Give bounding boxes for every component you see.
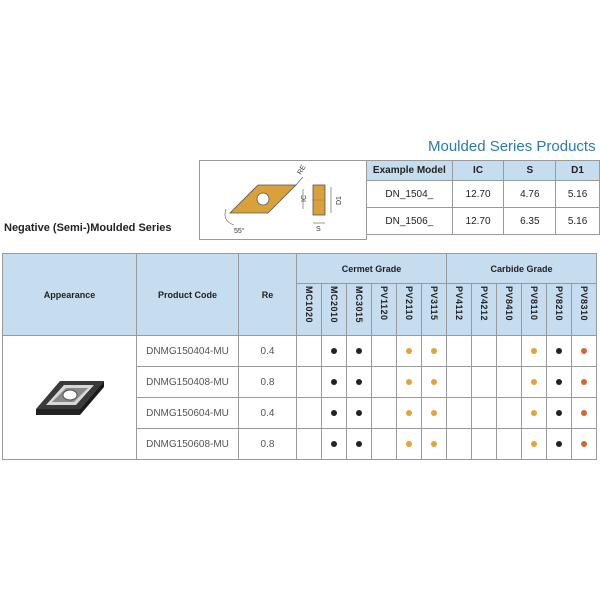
grade-cell: [472, 398, 497, 429]
grade-header-pv4112: [447, 284, 472, 336]
grade-cell: [547, 367, 572, 398]
product-code-cell: DNMG150408-MU: [137, 367, 239, 398]
grade-header-pv2110: [397, 284, 422, 336]
grade-label: PV1120: [379, 286, 389, 321]
grade-cell: [322, 367, 347, 398]
grade-label: PV8110: [529, 286, 539, 321]
availability-dot-black: [356, 379, 362, 385]
availability-dot-yellow: [431, 410, 437, 416]
spec-cell: 6.35: [504, 208, 556, 235]
grade-cell: [572, 398, 597, 429]
grade-cell: [497, 336, 522, 367]
grade-cell: [347, 367, 372, 398]
grade-header-pv8310: [572, 284, 597, 336]
spec-header-d1: D1: [556, 161, 600, 181]
header-re: Re: [239, 254, 297, 336]
grade-cell: [297, 336, 322, 367]
grade-label: PV8310: [579, 286, 589, 322]
grade-label: MC1020: [304, 286, 314, 324]
grade-cell: [322, 398, 347, 429]
grade-header-mc2010: [322, 284, 347, 336]
grade-cell: [297, 367, 322, 398]
grade-cell: [497, 367, 522, 398]
grade-label: MC2010: [329, 286, 339, 324]
grade-cell: [447, 398, 472, 429]
grade-cell: [372, 429, 397, 460]
insert-photo-icon: [30, 369, 110, 423]
grade-cell: [397, 367, 422, 398]
re-cell: 0.8: [239, 429, 297, 460]
availability-dot-yellow: [531, 441, 537, 447]
spec-cell: 12.70: [452, 208, 504, 235]
availability-dot-black: [356, 441, 362, 447]
grade-header-pv1120: [372, 284, 397, 336]
availability-dot-yellow: [406, 348, 412, 354]
grade-label: PV8410: [504, 286, 514, 322]
availability-dot-black: [556, 379, 562, 385]
re-cell: 0.8: [239, 367, 297, 398]
grade-cell: [422, 429, 447, 460]
grade-cell: [322, 429, 347, 460]
grade-cell: [522, 429, 547, 460]
spec-header-model: Example Model: [367, 161, 453, 181]
grade-cell: [447, 336, 472, 367]
spec-cell: 12.70: [452, 181, 504, 208]
grade-header-mc3015: [347, 284, 372, 336]
grade-header-mc1020: [297, 284, 322, 336]
grade-cell: [572, 336, 597, 367]
grade-cell: [397, 398, 422, 429]
grade-cell: [372, 336, 397, 367]
grade-cell: [572, 429, 597, 460]
grade-cell: [322, 336, 347, 367]
availability-dot-yellow: [406, 410, 412, 416]
grade-header-pv8210: [547, 284, 572, 336]
spec-table: [366, 160, 600, 235]
grade-cell: [397, 429, 422, 460]
availability-dot-black: [331, 348, 337, 354]
grade-label: PV3115: [429, 286, 439, 321]
spec-cell: 4.76: [504, 181, 556, 208]
product-code-cell: DNMG150404-MU: [137, 336, 239, 367]
label-angle: 55°: [234, 228, 245, 235]
grade-label: PV8210: [554, 286, 564, 322]
availability-dot-yellow: [431, 441, 437, 447]
spec-header-ic: IC: [452, 161, 504, 181]
negative-series-title: Negative (Semi-)Moulded Series: [4, 222, 172, 234]
label-re: RE: [296, 164, 308, 176]
spec-row: [367, 181, 600, 208]
grade-header-pv8110: [522, 284, 547, 336]
grade-header-pv4212: [472, 284, 497, 336]
spec-header-s: S: [504, 161, 556, 181]
grade-label: PV2110: [404, 286, 414, 321]
grade-cell: [297, 398, 322, 429]
availability-dot-black: [556, 410, 562, 416]
insert-hole: [257, 193, 269, 205]
grade-cell: [397, 336, 422, 367]
series-title: Moulded Series Products: [428, 138, 596, 155]
spec-row: [367, 208, 600, 235]
grade-header-pv3115: [422, 284, 447, 336]
grade-cell: [472, 367, 497, 398]
availability-dot-yellow: [406, 379, 412, 385]
availability-dot-black: [356, 348, 362, 354]
grade-cell: [522, 398, 547, 429]
grade-cell: [522, 336, 547, 367]
grade-cell: [547, 336, 572, 367]
grade-cell: [297, 429, 322, 460]
availability-dot-orange: [581, 379, 587, 385]
insert-diagram: [199, 160, 367, 240]
grade-cell: [422, 367, 447, 398]
spec-cell: 5.16: [556, 208, 600, 235]
availability-dot-black: [356, 410, 362, 416]
grade-label: PV4112: [454, 286, 464, 321]
grade-label: MC3015: [354, 286, 364, 324]
table-row: [3, 336, 597, 367]
grade-cell: [372, 367, 397, 398]
availability-dot-yellow: [531, 410, 537, 416]
re-cell: 0.4: [239, 398, 297, 429]
spec-cell: DN_1504_: [367, 181, 453, 208]
grade-cell: [447, 367, 472, 398]
availability-dot-black: [556, 441, 562, 447]
product-code-cell: DNMG150604-MU: [137, 398, 239, 429]
availability-dot-yellow: [531, 348, 537, 354]
header-product-code: Product Code: [137, 254, 239, 336]
label-d1: D1: [336, 196, 343, 205]
grade-cell: [347, 336, 372, 367]
insert-drawing: [200, 161, 366, 239]
availability-dot-yellow: [406, 441, 412, 447]
grade-cell: [347, 398, 372, 429]
grade-header-pv8410: [497, 284, 522, 336]
availability-dot-black: [331, 410, 337, 416]
grade-cell: [422, 336, 447, 367]
spec-cell: 5.16: [556, 181, 600, 208]
label-ic: IC: [301, 195, 308, 202]
availability-dot-black: [556, 348, 562, 354]
grade-cell: [522, 367, 547, 398]
availability-dot-black: [331, 441, 337, 447]
re-cell: 0.4: [239, 336, 297, 367]
spec-cell: DN_1506_: [367, 208, 453, 235]
availability-dot-orange: [581, 441, 587, 447]
availability-dot-yellow: [431, 379, 437, 385]
grade-cell: [472, 429, 497, 460]
availability-dot-black: [331, 379, 337, 385]
appearance-cell: [3, 336, 137, 460]
availability-dot-yellow: [531, 379, 537, 385]
label-s: S: [316, 226, 321, 233]
grade-cell: [572, 367, 597, 398]
availability-dot-orange: [581, 348, 587, 354]
grade-cell: [372, 398, 397, 429]
product-body: [3, 336, 597, 460]
grade-cell: [547, 398, 572, 429]
header-carbide-grade: Carbide Grade: [447, 254, 597, 284]
availability-dot-orange: [581, 410, 587, 416]
grade-cell: [447, 429, 472, 460]
grade-label: PV4212: [479, 286, 489, 322]
grade-cell: [422, 398, 447, 429]
header-appearance: Appearance: [3, 254, 137, 336]
availability-dot-yellow: [431, 348, 437, 354]
product-code-cell: DNMG150608-MU: [137, 429, 239, 460]
grade-cell: [347, 429, 372, 460]
grade-cell: [472, 336, 497, 367]
grade-cell: [547, 429, 572, 460]
grade-cell: [497, 398, 522, 429]
product-table: [2, 253, 597, 460]
grade-cell: [497, 429, 522, 460]
header-cermet-grade: Cermet Grade: [297, 254, 447, 284]
